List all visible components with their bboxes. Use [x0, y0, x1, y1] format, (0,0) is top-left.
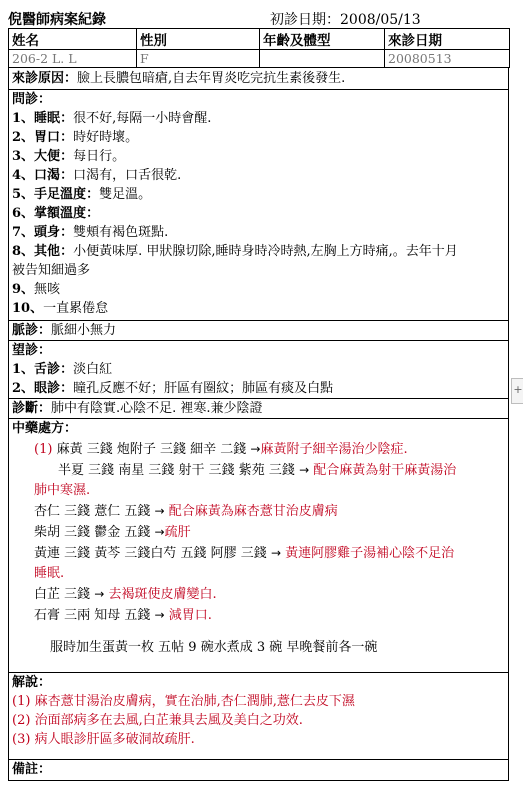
reason-text: 臉上長膿包暗瘡,自去年胃炎吃完抗生素後發生.	[77, 71, 346, 86]
explanation-label: 解說：	[12, 675, 52, 690]
first-visit	[270, 9, 421, 29]
notes-section	[9, 759, 508, 780]
patient-info-table	[8, 28, 510, 68]
visit-date-header: 來診日期	[385, 29, 510, 50]
name-value: 206-2 L. L	[9, 50, 137, 68]
inquiry-item: 2、胃口：時好時壞。	[12, 130, 139, 145]
arrow-icon: →	[250, 442, 261, 456]
inspection-item: 1、舌診：淡白紅	[12, 362, 113, 377]
prescription-label: 中藥處方：	[12, 421, 78, 436]
prescription-line: (1) 麻黃 三錢 炮附子 三錢 細辛 二錢 →麻黃附子細辛湯治少陰症.	[34, 442, 408, 457]
sex-header: 性別	[137, 29, 260, 50]
inquiry-item: 8、其他：小便黃味厚. 甲狀腺切除,睡時身時冷時熱,左胸上方時痛,。去年十月	[12, 244, 458, 259]
name-header: 姓名	[9, 29, 137, 50]
diagnosis-label: 診斷：	[12, 401, 52, 416]
pulse-section	[9, 320, 508, 340]
first-visit-label: 初診日期：	[270, 12, 340, 28]
prescription-line: 柴胡 三錢 鬱金 五錢 →疏肝	[34, 525, 191, 540]
pulse-text: 脈細小無力	[51, 323, 117, 338]
explanation-item: (2) 治面部病多在去風,白芷兼具去風及美白之功效.	[12, 713, 303, 728]
reason-section	[9, 68, 508, 89]
prescription-line: 肺中寒濕.	[34, 483, 91, 498]
arrow-icon: →	[154, 504, 165, 518]
sex-value: F	[137, 50, 260, 68]
inquiry-item: 5、手足溫度：雙足溫。	[12, 187, 152, 202]
diagnosis-section	[9, 398, 508, 418]
arrow-icon: →	[154, 608, 165, 622]
inspection-item: 2、眼診：瞳孔反應不好；肝區有圈紋；肺區有痰及白點	[12, 381, 334, 396]
inquiry-item: 被告知細過多	[12, 263, 91, 278]
inquiry-section	[9, 89, 508, 320]
notes-label: 備註：	[12, 762, 52, 777]
inquiry-item: 7、頭身：雙頰有褐色斑點.	[12, 225, 169, 240]
patient-info-value-row	[9, 50, 510, 68]
arrow-icon: →	[154, 525, 165, 539]
prescription-section	[9, 418, 508, 672]
arrow-icon: →	[94, 587, 105, 601]
prescription-line: 睡眠.	[34, 566, 65, 581]
inquiry-item: 4、口渴：口渴有，口舌很乾.	[12, 168, 182, 183]
record-title: 倪醫師病案紀錄	[8, 12, 106, 28]
prescription-line: 石膏 三兩 知母 五錢 → 減胃口.	[34, 608, 212, 623]
inspection-section	[9, 340, 508, 398]
prescription-line: 黃連 三錢 黃芩 三錢白芍 五錢 阿膠 三錢 → 黃連阿膠雞子湯補心陰不足治	[34, 546, 455, 561]
first-visit-date: 2008/05/13	[340, 12, 421, 28]
age-value	[260, 50, 385, 68]
inspection-label: 望診：	[12, 343, 52, 358]
explanation-item: (3) 病人眼診肝區多破洞故疏肝.	[12, 732, 195, 747]
age-header: 年齡及體型	[260, 29, 385, 50]
inquiry-item: 3、大便：每日行。	[12, 149, 126, 164]
arrow-icon: →	[299, 463, 310, 477]
explanation-item: (1) 麻杏薏甘湯治皮膚病，實在治肺,杏仁潤肺,薏仁去皮下濕	[12, 694, 355, 709]
plus-icon[interactable]: +	[511, 378, 523, 404]
prescription-line: 半夏 三錢 南星 三錢 射干 三錢 紫苑 三錢 → 配合麻黃為射干麻黃湯治	[58, 463, 457, 478]
inquiry-item: 6、掌額溫度：	[12, 206, 100, 221]
inquiry-item: 9、無咳	[12, 282, 61, 297]
explanation-section	[9, 672, 508, 759]
case-record-page	[8, 6, 509, 781]
reason-label: 來診原因：	[12, 71, 78, 86]
dosage-line: 服時加生蛋黃一枚 五帖 9 碗水煮成 3 碗 早晚餐前各一碗	[50, 640, 378, 655]
inquiry-item: 1、睡眠：很不好,每隔一小時會醒.	[12, 111, 212, 126]
record-body	[8, 68, 509, 781]
inquiry-item: 10、一直累倦怠	[12, 301, 109, 316]
diagnosis-text: 肺中有陰實.心陰不足. 裡寒.兼少陰證	[51, 401, 263, 416]
prescription-line: 白芷 三錢 → 去褐斑使皮膚變白.	[34, 587, 217, 602]
inquiry-label: 問診：	[12, 92, 52, 107]
patient-info-header-row	[9, 29, 510, 50]
prescription-line: 杏仁 三錢 薏仁 五錢 → 配合麻黃為麻杏薏甘治皮膚病	[34, 504, 338, 519]
arrow-icon: →	[270, 546, 281, 560]
pulse-label: 脈診：	[12, 323, 52, 338]
record-header	[8, 6, 509, 28]
visit-date-value: 20080513	[385, 50, 510, 68]
